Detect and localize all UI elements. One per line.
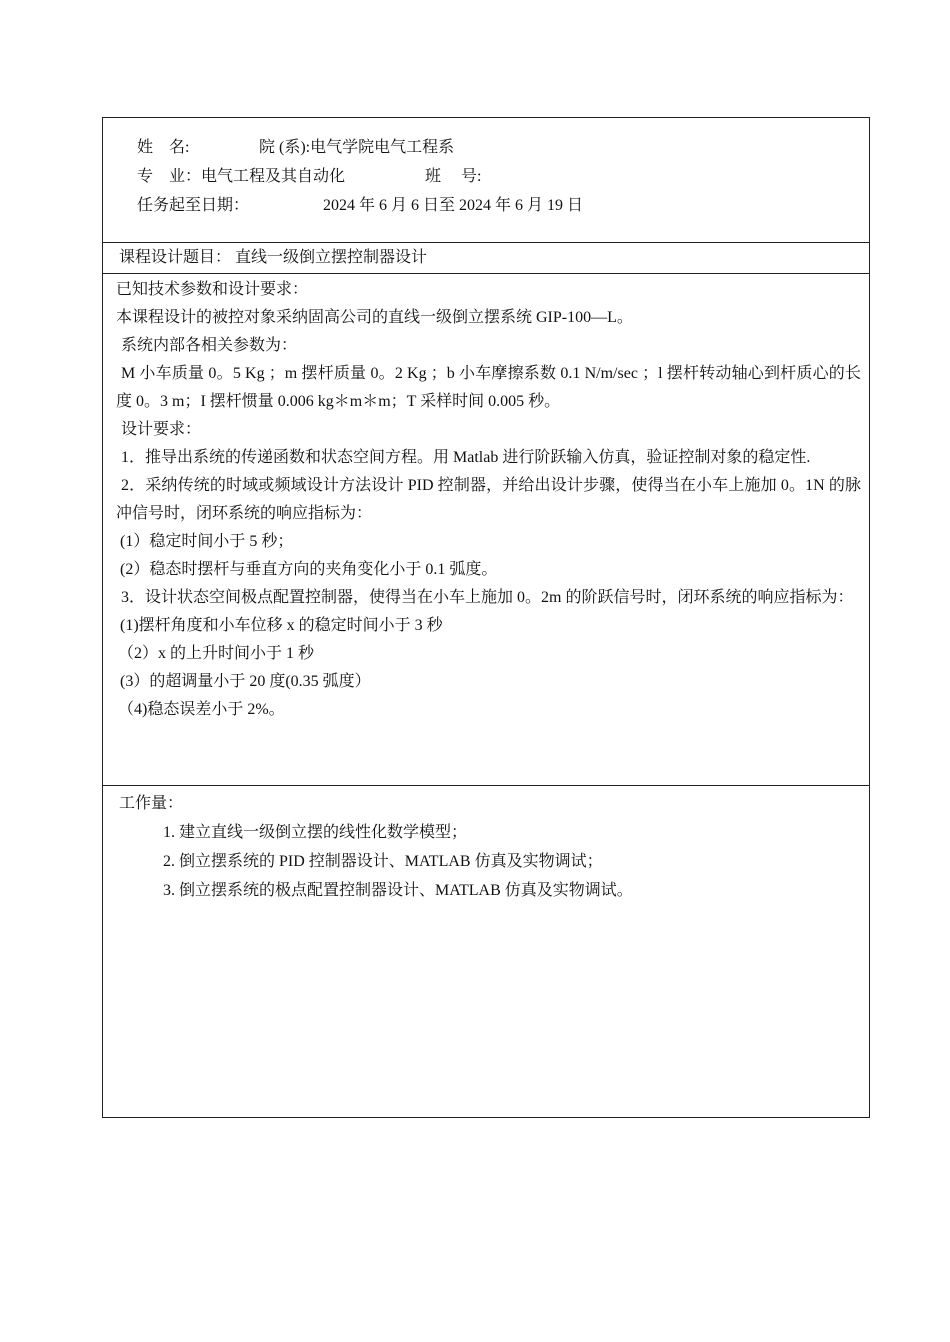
period-label: 任务起至日期： [137,197,250,214]
workload-item: 3. 倒立摆系统的极点配置控制器设计、MATLAB 仿真及实物调试。 [163,882,633,899]
design-item-3a: (1)摆杆角度和小车位移 x 的稳定时间小于 3 秒 [120,617,443,634]
design-item-2b: (2）稳态时摆杆与垂直方向的夹角变化小于 0.1 弧度。 [120,561,498,578]
design-item-2: 2．采纳传统的时域或频域设计方法设计 PID 控制器，并给出设计步骤，使得当在小车上施加 0。1N 的脉冲信号时，闭环系统的响应指标为： [116,477,861,522]
design-item-2a: (1）稳定时间小于 5 秒； [120,533,294,550]
workload-section [103,786,869,1117]
workload-heading: 工作量： [119,795,184,812]
class-label: 班 号: [425,168,482,185]
dept-label: 院 (系):电气学院电气工程系 [259,139,455,156]
requirements-intro: 本课程设计的被控对象采纳固高公司的直线一级倒立摆系统 GIP-100—L。 [116,309,633,326]
workload-item: 1. 建立直线一级倒立摆的线性化数学模型； [163,824,468,841]
design-item-3c: (3）的超调量小于 20 度(0.35 弧度） [120,673,371,690]
major-class-line [103,162,869,191]
period-value: 2024 年 6 月 6 日至 2024 年 6 月 19 日 [323,197,584,214]
workload-item: 2. 倒立摆系统的 PID 控制器设计、MATLAB 仿真及实物调试； [163,853,603,870]
topic-row: 课程设计题目： 直线一级倒立摆控制器设计 [103,243,869,274]
requirements-section [103,274,869,786]
design-item-3b: （2）x 的上升时间小于 1 秒 [118,645,315,662]
period-line [103,191,869,220]
design-item-3d: （4)稳态误差小于 2%。 [118,701,285,718]
design-item-3: 3．设计状态空间极点配置控制器，使得当在小车上施加 0。2m 的阶跃信号时，闭环系统的响应指标为： [121,589,854,606]
name-dept-line [103,133,869,162]
header-section [103,118,869,243]
name-label: 姓 名: [137,139,190,156]
params-heading: 系统内部各相关参数为： [121,337,298,354]
major-label: 专 业：电气工程及其自动化 [137,168,346,185]
params-text: M 小车质量 0。5 Kg ；m 摆杆质量 0。2 Kg ；b 小车摩擦系数 0.1 N/m/sec ；l 摆杆转动轴心到杆质心的长度 0。3 m；I 摆杆惯量 0.006 kg＊m＊m；T 采样时间 0.005 秒。 [116,365,861,410]
task-form [102,117,870,1118]
requirements-heading: 已知技术参数和设计要求： [116,281,309,298]
design-heading: 设计要求： [121,421,202,438]
design-item-1: 1．推导出系统的传递函数和状态空间方程。用 Matlab 进行阶跃输入仿真，验证控制对象的稳定性. [121,449,811,466]
